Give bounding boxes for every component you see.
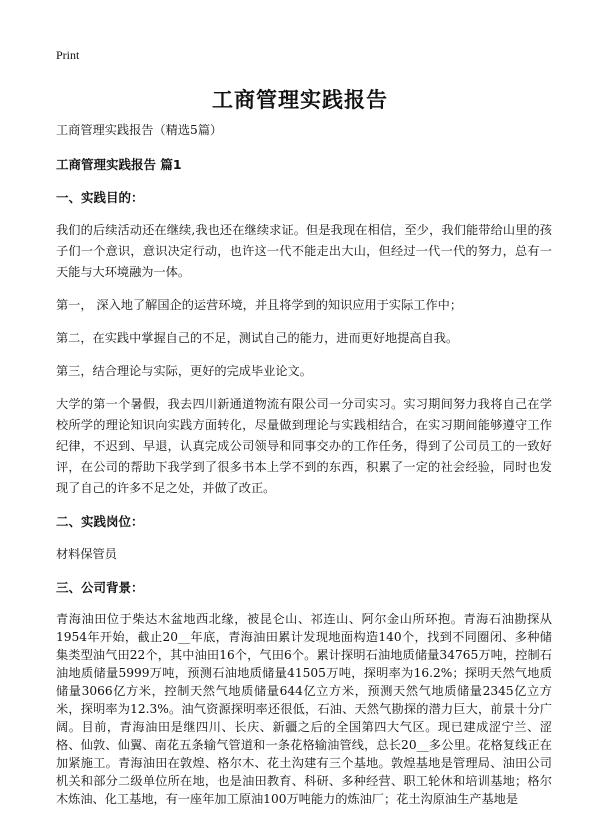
company-background-paragraph: 青海油田位于柴达木盆地西北缘，被昆仑山、祁连山、阿尔金山所环抱。青海石油勘探从1954年开始，截止20__年底，青海油田累计发现地面构造140个，找到不同圈闭、多种储集类型油气田22个，其中油田16个，气田6个。累计探明石油地质储量34765万吨，控制石油地质储量5999万吨，预测石油地质储量41505万吨，探明率为16.2%；探明天然气地质储量3066亿方米，控制天然气地质储量644亿立方米，预测天然气地质储量2345亿立方米，探明率为12.3%。油气资源探明率还很低，石油、天然气勘探的潜力巨大，前景十分广阔。目前，青海油田是继四川、长庆、新疆之后的全国第四大气区。现已建成涩宁兰、涩格、仙敦、仙翼、南花五条输气管道和一条花格输油管线，总长20__多公里。花格复线正在加紧施工。青海油田在敦煌、格尔木、花土沟建有三个基地。敦煌基地是管理局、油田公司机关和部分二级单位所在地，也是油田教育、科研、多种经营、职工轮休和培训基地；格尔木炼油、化工基地，有一座年加工原油100万吨能力的炼油厂；花土沟原油生产基地是: [56, 612, 552, 806]
section-heading-purpose: 一、实践目的：: [56, 190, 144, 205]
document-body: [56, 120, 552, 820]
section-heading-position: 二、实践岗位：: [56, 514, 144, 529]
position-text: 材料保管员: [56, 547, 117, 561]
page-title: 工商管理实践报告: [212, 88, 388, 112]
purpose-point-1: 第一， 深入地了解国企的运营环境，并且将学到的知识应用于实际工作中；: [56, 298, 463, 312]
article-title: 工商管理实践报告 篇1: [56, 157, 182, 172]
section-heading-background: 三、公司背景：: [56, 580, 144, 595]
purpose-point-2: 第二，在实践中掌握自己的不足，测试自己的能力，进而更好地提高自我。: [56, 331, 459, 345]
internship-paragraph: 大学的第一个暑假，我去四川新通道物流有限公司一分司实习。实习期间努力我将自己在学校所学的理论知识向实践方面转化，尽量做到理论与实践相结合，在实习期间能够遵守工作纪律，不迟到、早退，认真完成公司领导和同事交办的工作任务，得到了公司员工的一致好评，在公司的帮助下我学到了很多书本上学不到的东西，积累了一定的社会经验，同时也发现了自己的许多不足之处，并做了改正。: [56, 397, 552, 495]
purpose-intro-paragraph: 我们的后续活动还在继续,我也还在继续求证。但是我现在相信，至少，我们能带给山里的孩子们一个意识，意识决定行动，也许这一代不能走出大山，但经过一代一代的努力，总有一天能与大环境融为一体。: [56, 223, 552, 279]
print-link[interactable]: Print: [56, 48, 80, 62]
document-subtitle: 工商管理实践报告（精选5篇）: [56, 123, 223, 137]
purpose-point-3: 第三，结合理论与实际，更好的完成毕业论文。: [56, 364, 312, 378]
